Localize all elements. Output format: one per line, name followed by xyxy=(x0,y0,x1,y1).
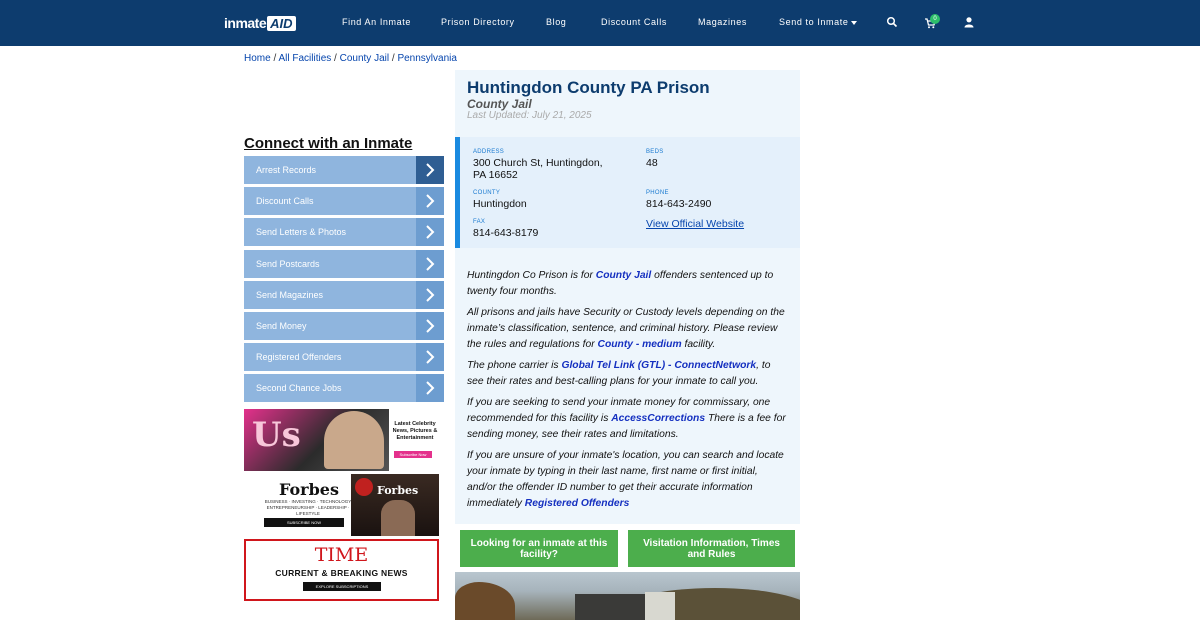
facility-title: Huntingdon County PA Prison xyxy=(467,78,710,97)
sidebar-title: Connect with an Inmate xyxy=(244,135,413,152)
photo-tree xyxy=(455,582,515,620)
breadcrumb xyxy=(244,53,457,64)
description-text: The phone carrier is xyxy=(467,360,562,371)
description-text: All prisons and jails have Security or Custody levels depending on the inmate’s classification, sentence, and criminal history. Please review the rules and regulations for xyxy=(467,307,785,350)
facility-info-box xyxy=(455,137,800,248)
address-line-1: 300 Church St, Huntingdon, xyxy=(473,157,603,169)
sidebar-item-send-letters-photos[interactable] xyxy=(244,218,444,246)
address-label: ADDRESS xyxy=(473,149,505,155)
sidebar-item-label: Send Letters & Photos xyxy=(256,227,347,238)
beds-label: BEDS xyxy=(646,149,664,155)
chevron-down-icon xyxy=(851,21,857,25)
chevron-right-icon xyxy=(416,281,444,309)
nav-discount-calls[interactable]: Discount Calls xyxy=(601,17,667,27)
ad-time-headline: CURRENT & BREAKING NEWS xyxy=(275,568,408,578)
description-text: If you are seeking to send your inmate money for commissary, one recommended for this facility is xyxy=(467,397,771,424)
facility-last-updated: Last Updated: July 21, 2025 xyxy=(467,110,592,121)
breadcrumb-separator: / xyxy=(270,53,279,64)
chevron-right-icon xyxy=(416,250,444,278)
breadcrumb-separator: / xyxy=(389,53,398,64)
sidebar-item-label: Discount Calls xyxy=(256,196,314,207)
ad-time-logo: TIME xyxy=(314,544,369,566)
beds-value: 48 xyxy=(646,157,658,169)
photo-building-wing xyxy=(645,592,675,620)
breadcrumb-pennsylvania[interactable]: Pennsylvania xyxy=(397,53,457,64)
phone-label: PHONE xyxy=(646,190,669,196)
county-jail-link[interactable]: County Jail xyxy=(595,270,652,281)
chevron-right-icon xyxy=(416,374,444,402)
ad-forbes-tagline: BUSINESS · INVESTING · TECHNOLOGY ENTREPRENEURSHIP · LEADERSHIP · LIFESTYLE xyxy=(264,499,352,516)
nav-magazines[interactable]: Magazines xyxy=(698,17,747,27)
find-inmate-button[interactable]: Looking for an inmate at this facility? xyxy=(460,530,618,567)
user-icon[interactable] xyxy=(963,16,975,28)
ad-us-logo: Us xyxy=(252,415,301,455)
top-nav xyxy=(0,0,1200,46)
ad-us-weekly[interactable] xyxy=(244,409,439,471)
sidebar-item-arrest-records[interactable] xyxy=(244,156,444,184)
sidebar-item-send-money[interactable] xyxy=(244,312,444,340)
ad-forbes-cover-logo: Forbes xyxy=(377,484,419,497)
chevron-right-icon xyxy=(416,187,444,215)
visitation-info-button[interactable]: Visitation Information, Times and Rules xyxy=(628,530,795,567)
sidebar-item-registered-offenders[interactable] xyxy=(244,343,444,371)
description-text: , to see their rates and best-calling plans for your inmate to call you. xyxy=(467,360,771,387)
ad-time-explore-button[interactable]: EXPLORE SUBSCRIPTIONS xyxy=(303,582,381,591)
sidebar-menu xyxy=(244,156,444,406)
breadcrumb-all-facilities[interactable]: All Facilities xyxy=(278,53,332,64)
ad-us-celebrity-photo xyxy=(324,411,384,469)
breadcrumb-home[interactable]: Home xyxy=(244,53,271,64)
fax-value: 814-643-8179 xyxy=(473,227,539,239)
sidebar-item-send-postcards[interactable] xyxy=(244,250,444,278)
description-paragraph xyxy=(467,448,789,512)
sidebar-item-label: Send Money xyxy=(256,320,307,331)
registered-offenders-link[interactable]: Registered Offenders xyxy=(524,498,630,509)
nav-send-to-inmate[interactable] xyxy=(779,17,857,27)
phone-value: 814-643-2490 xyxy=(646,198,712,210)
address-line-2: PA 16652 xyxy=(473,169,518,181)
facility-description xyxy=(467,268,789,517)
nav-blog[interactable]: Blog xyxy=(546,17,567,27)
facility-photo xyxy=(455,572,800,620)
chevron-right-icon xyxy=(416,343,444,371)
description-text: Huntingdon Co Prison is for xyxy=(467,270,596,281)
description-text: If you are unsure of your inmate's location, you can search and locate your inmate by typing in their last name, first name or first initial, and/or the offender ID number to get their accurate information immediately xyxy=(467,450,784,509)
chevron-right-icon xyxy=(416,312,444,340)
facility-type: County Jail xyxy=(467,97,532,111)
logo-text-inmate: inmate xyxy=(224,15,267,31)
phone-carrier-link[interactable]: Global Tel Link (GTL) - ConnectNetwork xyxy=(561,360,757,371)
chevron-right-icon xyxy=(416,218,444,246)
sidebar-item-discount-calls[interactable] xyxy=(244,187,444,215)
description-paragraph xyxy=(467,358,789,390)
ad-forbes-logo: Forbes xyxy=(279,480,339,499)
sidebar-item-label: Registered Offenders xyxy=(256,352,342,363)
sidebar-item-label: Second Chance Jobs xyxy=(256,383,342,394)
breadcrumb-separator: / xyxy=(331,53,340,64)
ad-forbes-cover-photo xyxy=(381,500,415,536)
photo-building xyxy=(575,594,655,620)
nav-prison-directory[interactable]: Prison Directory xyxy=(441,17,515,27)
search-icon[interactable] xyxy=(886,16,898,28)
ad-us-text: Latest Celebrity News, Pictures & Entertainment xyxy=(392,421,438,441)
ad-forbes[interactable] xyxy=(244,474,439,536)
ad-time[interactable] xyxy=(244,539,439,601)
ad-forbes-cover xyxy=(351,474,439,536)
description-paragraph xyxy=(467,395,789,443)
site-logo[interactable] xyxy=(224,14,296,32)
access-corrections-link[interactable]: AccessCorrections xyxy=(611,413,706,424)
sidebar-item-label: Send Postcards xyxy=(256,258,320,269)
cart-count-badge: 0 xyxy=(930,14,940,24)
breadcrumb-county-jail[interactable]: County Jail xyxy=(339,53,390,64)
description-paragraph xyxy=(467,305,789,353)
county-value: Huntingdon xyxy=(473,198,527,210)
sidebar-item-label: Arrest Records xyxy=(256,165,317,175)
sidebar-item-second-chance-jobs[interactable] xyxy=(244,374,444,402)
description-text: There is a fee for sending money, see their rates and limitations. xyxy=(467,413,786,440)
sidebar-item-label: Send Magazines xyxy=(256,289,324,300)
ad-us-subscribe-button[interactable]: Subscribe Now xyxy=(394,451,432,458)
ad-forbes-subscribe-button[interactable]: SUBSCRIBE NOW xyxy=(264,518,344,527)
ad-forbes-cover-badge xyxy=(355,478,373,496)
logo-text-aid: AID xyxy=(267,16,295,31)
nav-find-inmate[interactable]: Find An Inmate xyxy=(342,17,411,27)
county-label: COUNTY xyxy=(473,190,501,196)
sidebar-item-send-magazines[interactable] xyxy=(244,281,444,309)
chevron-right-icon xyxy=(416,156,444,184)
description-text: facility. xyxy=(681,339,716,350)
fax-label: FAX xyxy=(473,219,486,225)
nav-send-to-inmate-label: Send to Inmate xyxy=(779,17,849,27)
description-text: offenders sentenced up to twenty four months. xyxy=(467,270,774,297)
description-paragraph xyxy=(467,268,789,300)
security-level-link[interactable]: County - medium xyxy=(597,339,682,350)
official-website-link[interactable]: View Official Website xyxy=(646,218,745,230)
